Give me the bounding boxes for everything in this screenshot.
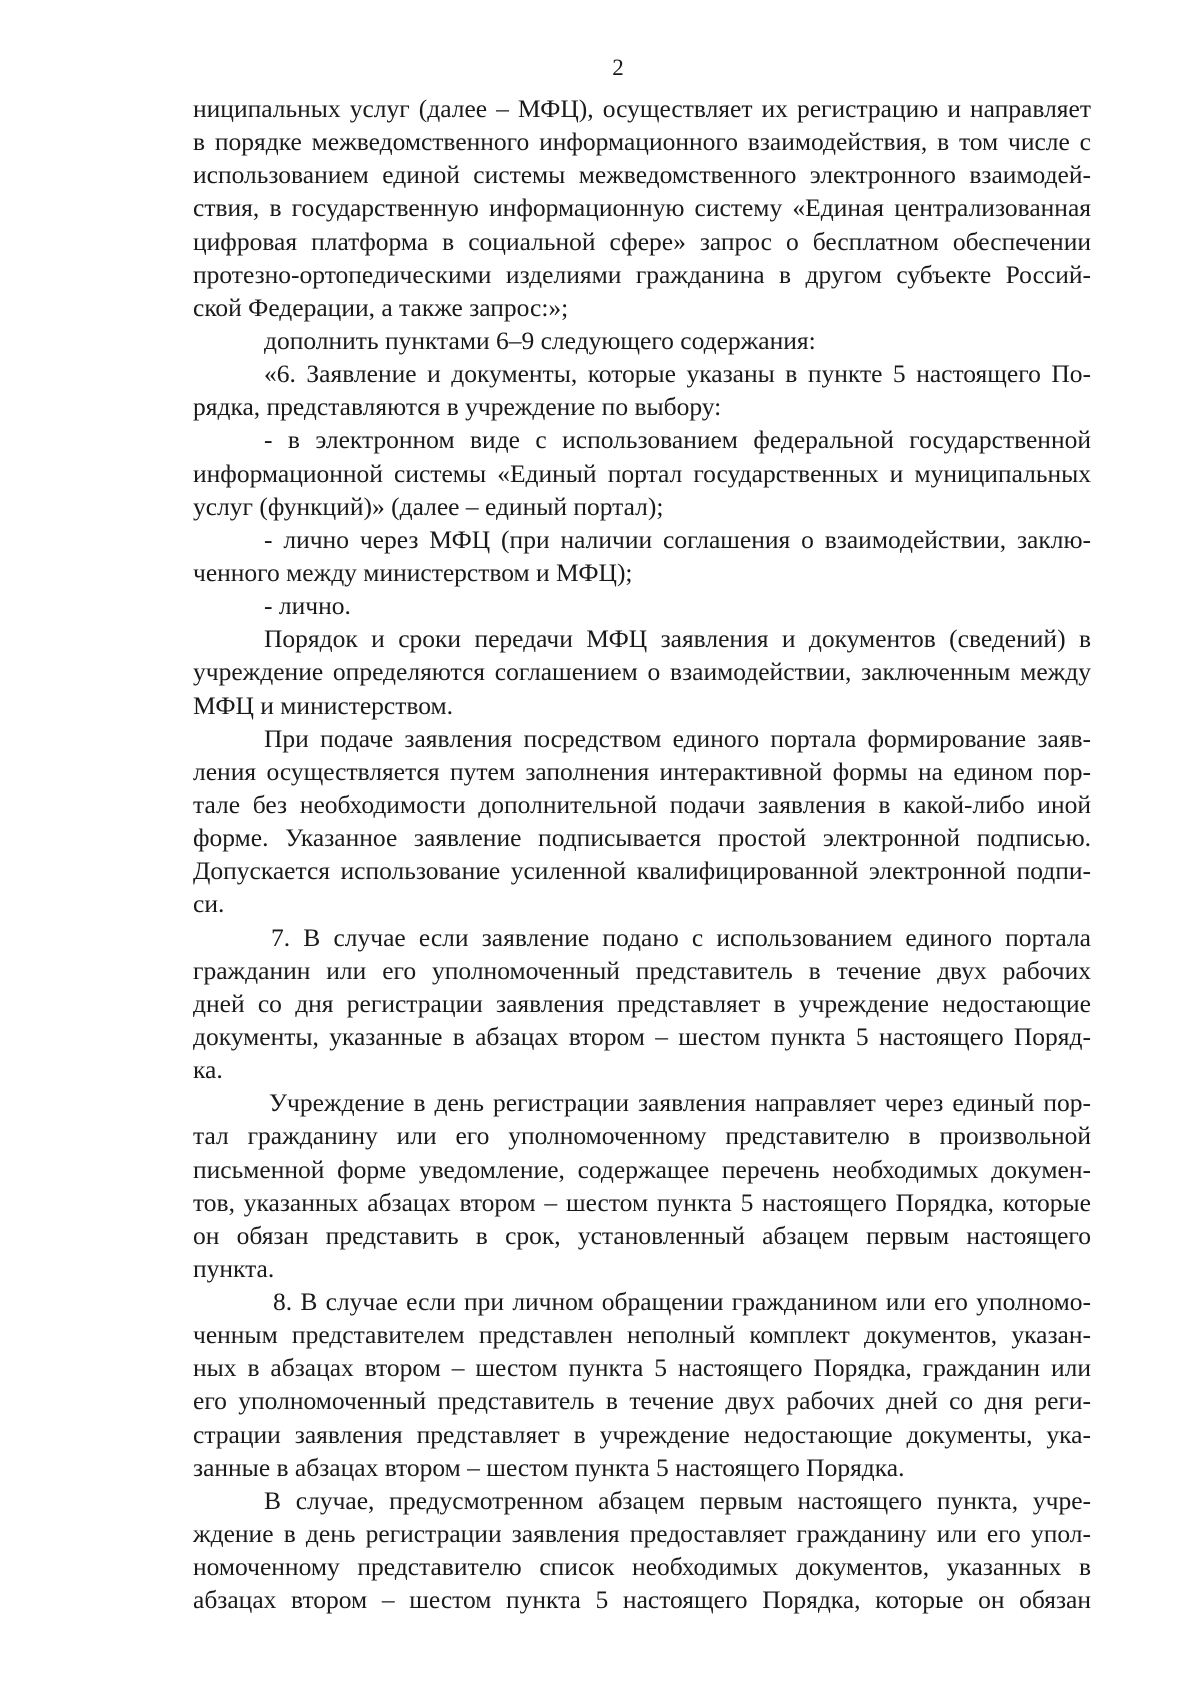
text-line: абзацах втором – шестом пункта 5 настоящего Порядка, которые он обязан [193, 1585, 1091, 1615]
text-line: форме. Указанное заявление подписывается простой электронной подписью. [193, 823, 1091, 853]
text-line: ления осуществляется путем заполнения интерактивной формы на едином пор- [193, 756, 1091, 786]
text-line: ченным представителем представлен неполный комплект документов, указан- [193, 1320, 1091, 1350]
text-line: ждение в день регистрации заявления предоставляет гражданину или его упол- [193, 1519, 1091, 1549]
text-line: гражданин или его уполномоченный представитель в течение двух рабочих [193, 955, 1091, 985]
text-line: ченного между министерством и МФЦ); [193, 557, 633, 587]
text-line: МФЦ и министерством. [193, 690, 454, 720]
text-line: пункта. [193, 1253, 275, 1283]
text-line: рядка, представляются в учреждение по выбору: [193, 392, 722, 422]
text-line: ка. [193, 1055, 223, 1085]
document-body [193, 92, 1091, 1616]
text-line: тов, указанных абзацах втором – шестом пункта 5 настоящего Порядка, которые [193, 1187, 1091, 1217]
text-line: дополнить пунктами 6–9 следующего содержания: [264, 325, 816, 355]
text-line: номоченному представителю список необходимых документов, указанных в [193, 1552, 1091, 1582]
text-line: цифровая платформа в социальной сфере» запрос о бесплатном обеспечении [193, 226, 1091, 256]
text-line: ниципальных услуг (далее – МФЦ), осуществляет их регистрацию и направляет [193, 94, 1091, 123]
text-line: услуг (функций)» (далее – единый портал); [193, 491, 664, 521]
text-line: информационной системы «Единый портал государственных и муниципальных [193, 458, 1091, 488]
text-line: его уполномоченный представитель в течение двух рабочих дней со дня реги- [193, 1386, 1091, 1416]
text-line: ных в абзацах втором – шестом пункта 5 настоящего Порядка, гражданин или [193, 1353, 1091, 1383]
text-line: - лично. [264, 591, 351, 621]
text-line: ствия, в государственную информационную систему «Единая централизованная [193, 193, 1091, 223]
text-line: он обязан представить в срок, установленный абзацем первым настоящего [193, 1220, 1091, 1250]
text-line: занные в абзацах втором – шестом пункта 5 настоящего Порядка. [193, 1452, 905, 1482]
text-line: протезно-ортопедическими изделиями гражданина в другом субъекте Россий- [193, 259, 1091, 289]
text-line: страции заявления представляет в учреждение недостающие документы, ука- [193, 1419, 1091, 1449]
text-line: «6. Заявление и документы, которые указаны в пункте 5 настоящего По- [264, 359, 1091, 389]
text-line: Учреждение в день регистрации заявления направляет через единый пор- [269, 1088, 1091, 1118]
text-line: Допускается использование усиленной квалифицированной электронной подпи- [193, 856, 1091, 886]
text-line: тале без необходимости дополнительной подачи заявления в какой-либо иной [193, 789, 1091, 819]
text-line: 8. В случае если при личном обращении гражданином или его уполномо- [273, 1287, 1091, 1317]
text-line: Порядок и сроки передачи МФЦ заявления и документов (сведений) в [264, 624, 1091, 654]
text-line: дней со дня регистрации заявления представляет в учреждение недостающие [193, 988, 1091, 1018]
text-line: си. [193, 889, 225, 919]
text-line: в порядке межведомственного информационного взаимодействия, в том числе с [193, 127, 1091, 157]
text-line: - в электронном виде с использованием федеральной государственной [264, 425, 1091, 455]
text-line: В случае, предусмотренном абзацем первым настоящего пункта, учре- [264, 1485, 1091, 1515]
text-line: 7. В случае если заявление подано с использованием единого портала [271, 922, 1091, 952]
page-number: 2 [612, 55, 624, 80]
text-line: При подаче заявления посредством единого портала формирование заяв- [264, 723, 1091, 753]
text-line: письменной форме уведомление, содержащее перечень необходимых докумен- [193, 1154, 1091, 1184]
text-line: тал гражданину или его уполномоченному представителю в произвольной [193, 1121, 1091, 1151]
text-line: учреждение определяются соглашением о взаимодействии, заключенным между [193, 657, 1091, 687]
text-line: - лично через МФЦ (при наличии соглашения о взаимодействии, заклю- [264, 524, 1091, 554]
text-line: использованием единой системы межведомственного электронного взаимодей- [193, 160, 1091, 190]
text-line: документы, указанные в абзацах втором – шестом пункта 5 настоящего Поряд- [193, 1021, 1091, 1051]
text-line: ской Федерации, а также запрос:»; [193, 292, 569, 322]
